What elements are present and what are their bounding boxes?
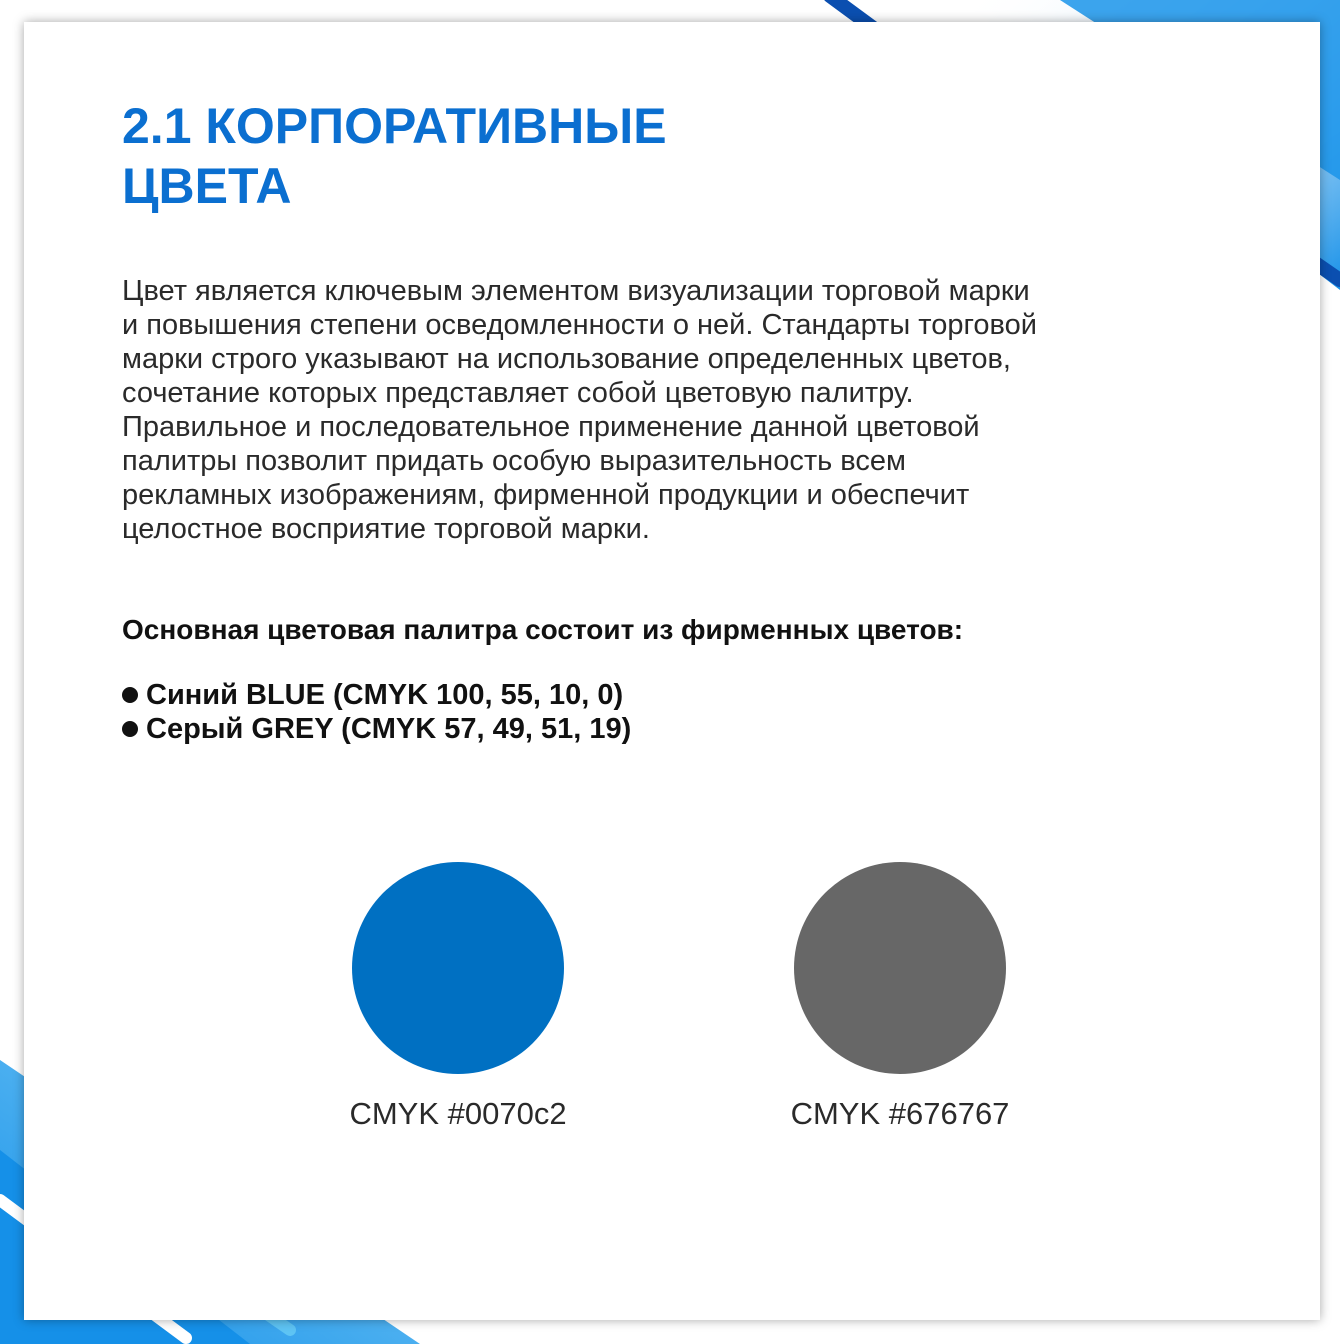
palette-item-grey: [122, 712, 631, 746]
bullet-icon: [122, 687, 138, 703]
palette-heading: Основная цветовая палитра состоит из фирменных цветов:: [122, 614, 964, 645]
intro-paragraph: Цвет является ключевым элементом визуализации торговой марки и повышения степени осведомленности о ней. Стандарты торговой марки строго указывают на использование определенных цветов, сочетание которых представляет собой цветовую палитру. Правильное и последовательное применение данной цветовой палитры позволит придать особую выразительность всем рекламных изображениям, фирменной продукции и обеспечит целостное восприятие торговой марки.: [122, 275, 1037, 545]
content-card: [24, 22, 1320, 1320]
page-title-line-2: ЦВЕТА: [122, 158, 292, 214]
palette-item-blue: [122, 678, 631, 712]
bullet-icon: [122, 721, 138, 737]
swatch-grey: [794, 862, 1006, 1074]
swatch-grey-label: CMYK #676767: [790, 1096, 1010, 1131]
page-title: [122, 96, 667, 216]
palette-list: [122, 678, 631, 746]
page-title-line-1: 2.1 КОРПОРАТИВНЫЕ: [122, 98, 667, 154]
swatch-blue: [352, 862, 564, 1074]
palette-item-label: Синий BLUE (CMYK 100, 55, 10, 0): [146, 679, 624, 711]
palette-item-label: Серый GREY (CMYK 57, 49, 51, 19): [146, 713, 632, 745]
swatch-blue-label: CMYK #0070c2: [349, 1096, 567, 1131]
